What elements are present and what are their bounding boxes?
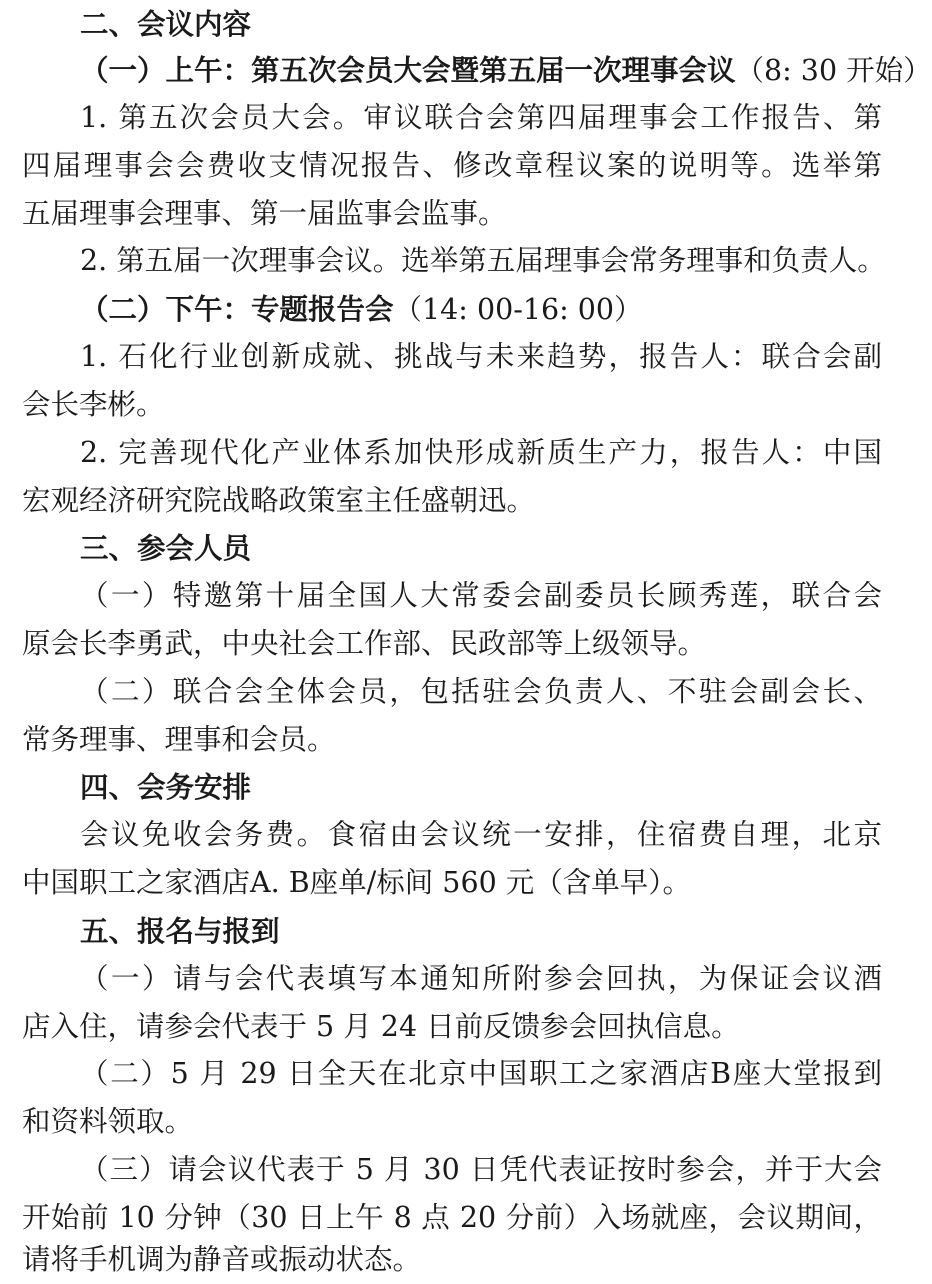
section-heading-registration: 五、报名与报到 bbox=[80, 914, 280, 948]
paragraph-line: （一）特邀第十届全国人大常委会副委员长顾秀莲，联合会 bbox=[80, 579, 882, 612]
paragraph-line: 四届理事会会费收支情况报告、修改章程议案的说明等。选举第 bbox=[22, 149, 882, 182]
afternoon-session-label: （二）下午：专题报告会 bbox=[80, 292, 394, 326]
paragraph-line: 中国职工之家酒店A. B座单/标间 560 元（含单早）。 bbox=[22, 866, 692, 899]
paragraph-line: （三）请会议代表于 5 月 30 日凭代表证按时参会，并于大会 bbox=[80, 1153, 882, 1186]
morning-session-heading bbox=[80, 46, 932, 94]
paragraph-line: 和资料领取。 bbox=[22, 1105, 194, 1138]
paragraph-line: （二）5 月 29 日全天在北京中国职工之家酒店B座大堂报到 bbox=[80, 1057, 882, 1090]
paragraph-line: 1. 第五次会员大会。审议联合会第四届理事会工作报告、第 bbox=[80, 101, 882, 134]
paragraph-line: 原会长李勇武，中央社会工作部、民政部等上级领导。 bbox=[22, 627, 707, 660]
paragraph-line: 会议免收会务费。食宿由会议统一安排，住宿费自理，北京 bbox=[80, 818, 882, 851]
section-heading-logistics: 四、会务安排 bbox=[80, 770, 252, 804]
paragraph-line: 2. 完善现代化产业体系加快形成新质生产力，报告人：中国 bbox=[80, 436, 882, 469]
paragraph-line: 会长李彬。 bbox=[22, 388, 165, 421]
paragraph-line: 开始前 10 分钟（30 日上午 8 点 20 分前）入场就座，会议期间， bbox=[22, 1201, 882, 1234]
paragraph-line: （一）请与会代表填写本通知所附参会回执，为保证会议酒 bbox=[80, 962, 882, 995]
paragraph-line: 常务理事、理事和会员。 bbox=[22, 723, 336, 756]
paragraph-line: （二）联合会全体会员，包括驻会负责人、不驻会副会长、 bbox=[80, 675, 882, 708]
paragraph-line: 2. 第五届一次理事会议。选举第五届理事会常务理事和负责人。 bbox=[80, 244, 886, 277]
morning-session-label: （一）上午：第五次会员大会暨第五届一次理事会议 bbox=[80, 53, 736, 87]
paragraph-line: 1. 石化行业创新成就、挑战与未来趋势，报告人：联合会副 bbox=[80, 340, 882, 373]
afternoon-session-heading bbox=[80, 285, 882, 333]
section-heading-meeting-content: 二、会议内容 bbox=[80, 7, 252, 41]
morning-session-time: （8: 30 开始） bbox=[735, 54, 932, 87]
paragraph-line: 请将手机调为静音或振动状态。 bbox=[22, 1243, 422, 1276]
paragraph-line: 宏观经济研究院战略政策室主任盛朝迅。 bbox=[22, 484, 536, 517]
afternoon-session-time: （14: 00-16: 00） bbox=[393, 293, 643, 326]
paragraph-line: 店入住，请参会代表于 5 月 24 日前反馈参会回执信息。 bbox=[22, 1010, 740, 1043]
paragraph-line: 五届理事会理事、第一届监事会监事。 bbox=[22, 197, 507, 230]
section-heading-attendees: 三、参会人员 bbox=[80, 531, 252, 565]
